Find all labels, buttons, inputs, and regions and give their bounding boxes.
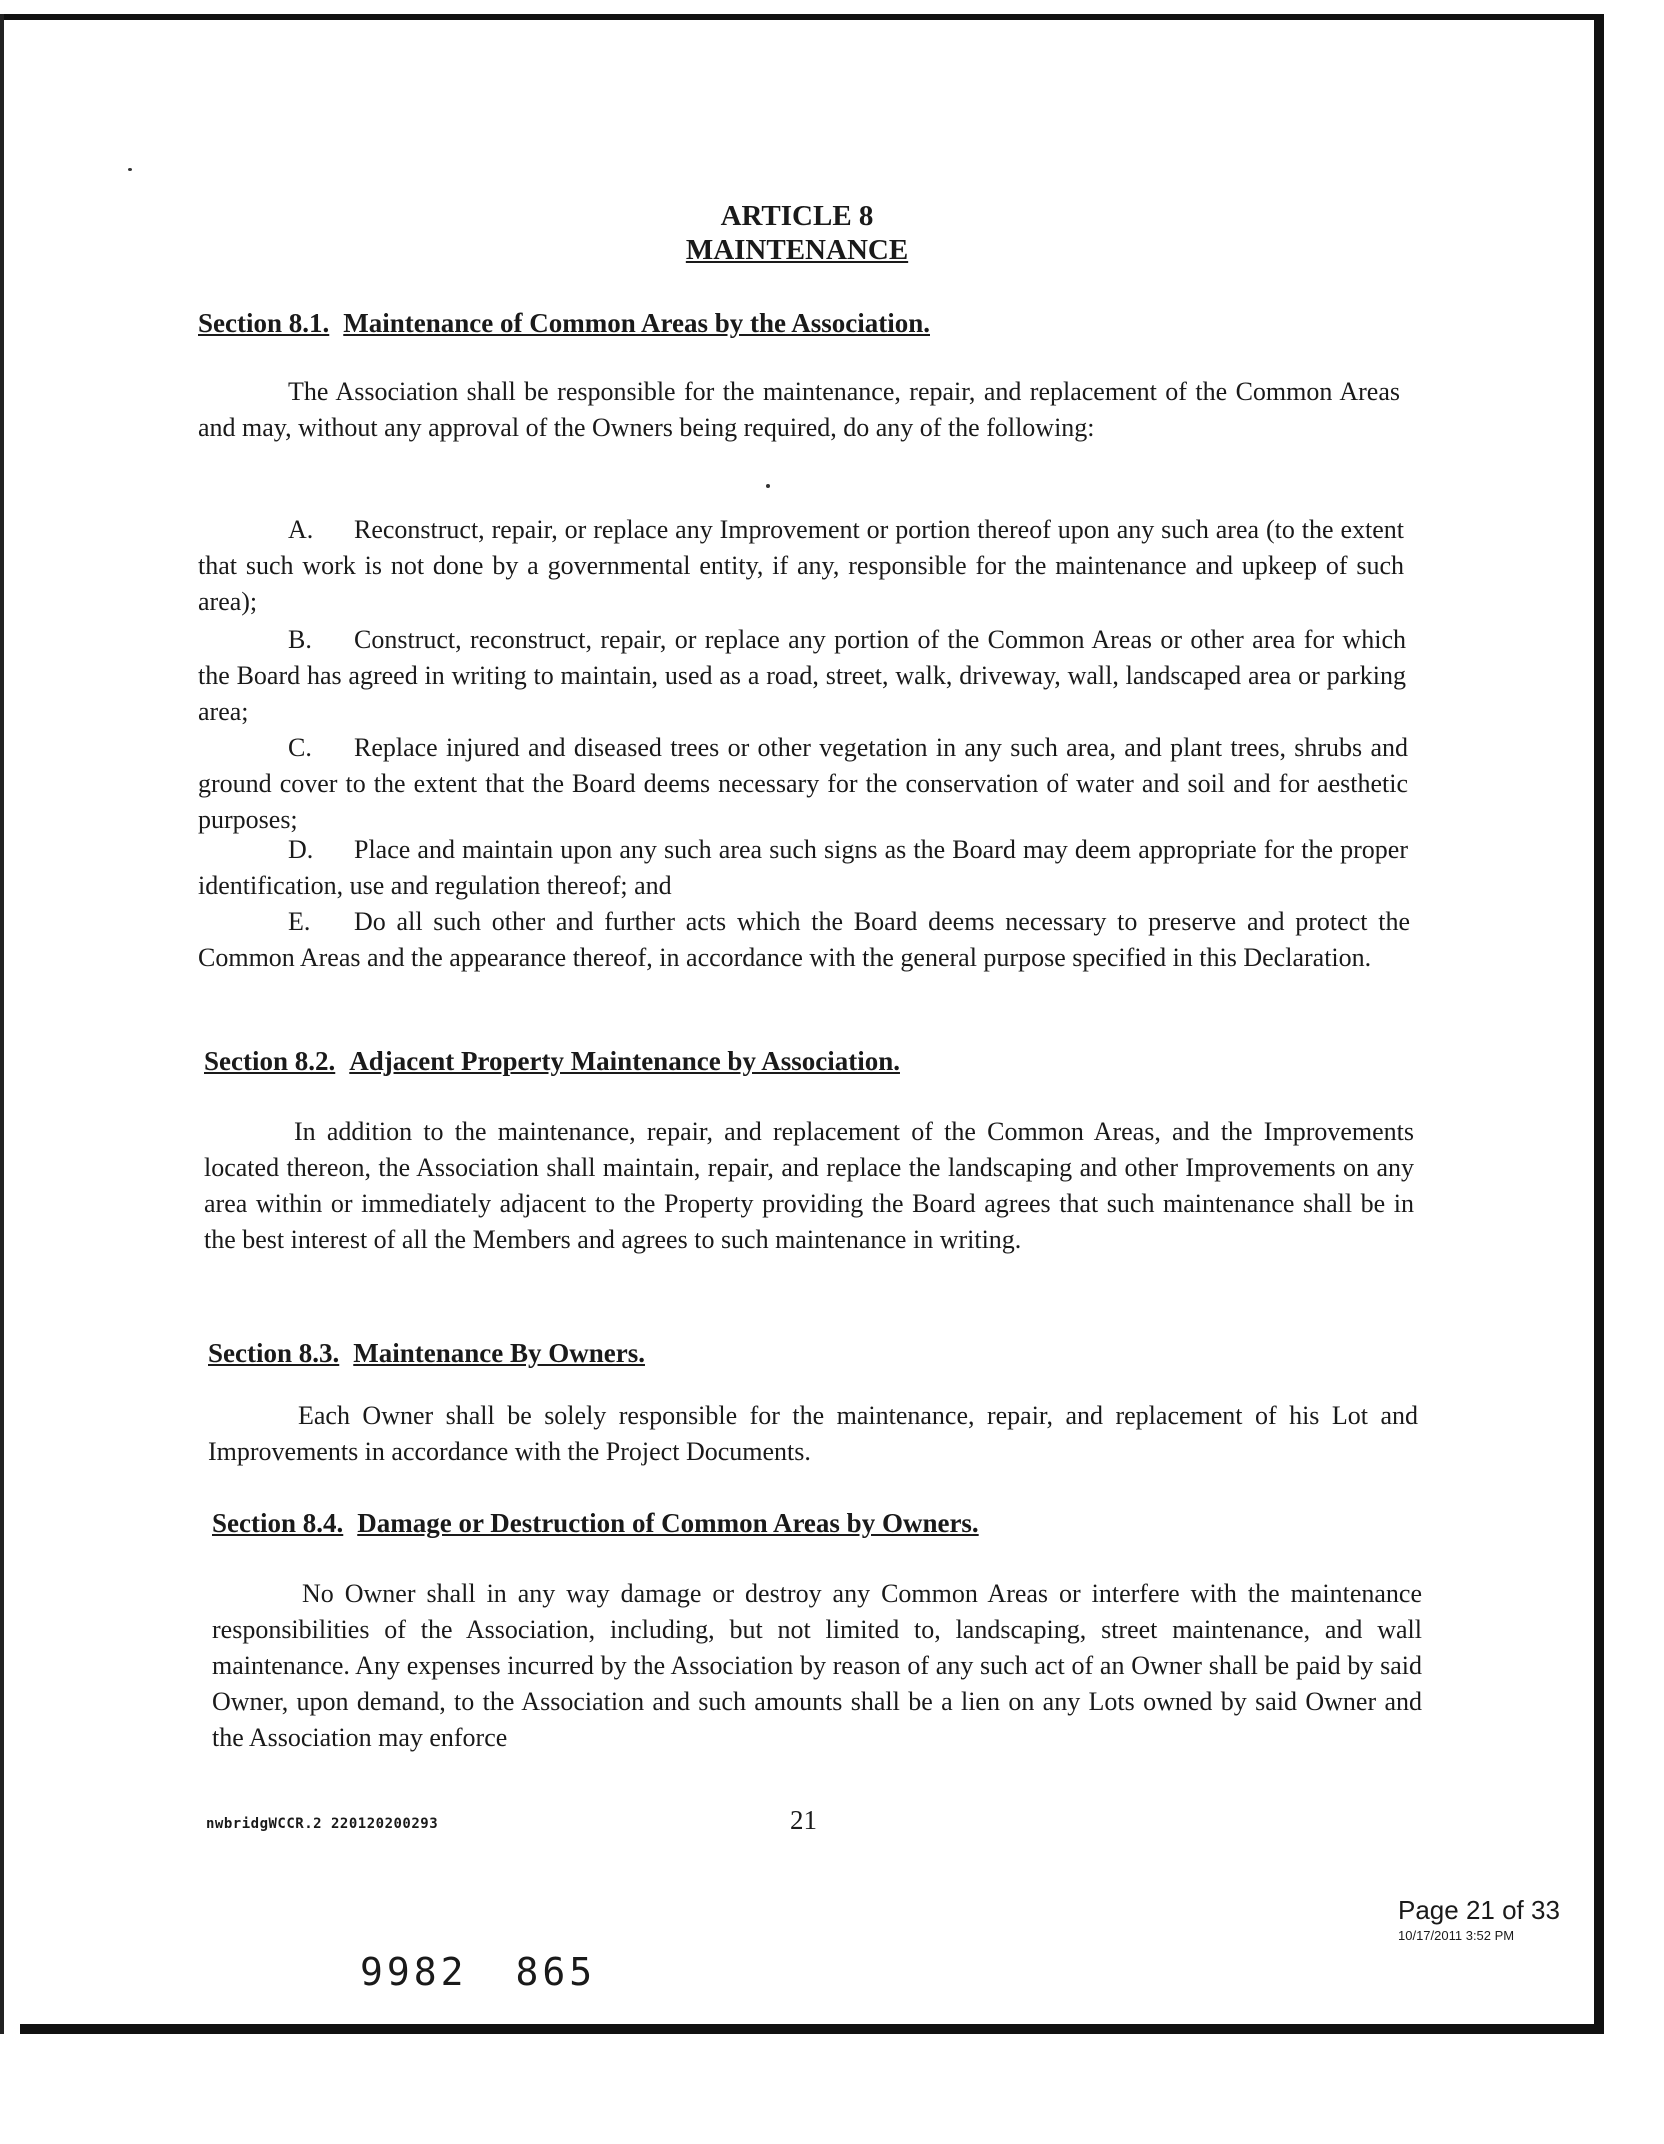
scan-speck bbox=[128, 168, 132, 171]
scan-speck bbox=[766, 484, 770, 488]
list-letter: A. bbox=[288, 515, 314, 544]
article-title: MAINTENANCE bbox=[685, 234, 909, 266]
page-of-label: Page 21 of 33 bbox=[1398, 1895, 1560, 1925]
document-code: nwbridgWCCR.2 220120200293 bbox=[206, 1816, 439, 1832]
section-8-4-heading bbox=[212, 1508, 979, 1539]
section-number: Section 8.1. bbox=[198, 308, 330, 338]
section-number: Section 8.4. bbox=[212, 1508, 344, 1538]
book-page-number: 865 bbox=[515, 1950, 597, 1994]
section-8-2-body: In addition to the maintenance, repair, and replacement of the Common Areas, and the Improvements located thereon, the Association shall maintain, repair, and replace the landscaping and other Improvements on any area within or immediately adjacent to the Property providing the Board agrees that such maintenance shall be in the best interest of all the Members and agrees to such maintenance in writing. bbox=[204, 1117, 1414, 1254]
scan-border-right bbox=[1594, 14, 1604, 2034]
scan-border-bottom bbox=[20, 2024, 1604, 2034]
list-item-d: D. Place and maintain upon any such area such signs as the Board may deem appropriate for the proper identification, use and regulation thereof; and bbox=[198, 832, 1408, 904]
list-letter: C. bbox=[288, 733, 312, 762]
section-8-4-body: No Owner shall in any way damage or destroy any Common Areas or interfere with the maintenance responsibilities of the Association, including, but not limited to, landscaping, street maintenance, and wall maintenance. Any expenses incurred by the Association by reason of any such act of an Owner shall be paid by said Owner, upon demand, to the Association and such amounts shall be a lien on any Lots owned by said Owner and the Association may enforce bbox=[212, 1579, 1422, 1752]
page-number: 21 bbox=[790, 1805, 817, 1835]
list-item-e: E. Do all such other and further acts which the Board deems necessary to preserve and protect the Common Areas and the appearance thereof, in accordance with the general purpose specified in this Declaration. bbox=[198, 904, 1410, 976]
list-item-b: B. Construct, reconstruct, repair, or replace any portion of the Common Areas or other area for which the Board has agreed in writing to maintain, used as a road, street, walk, driveway, wall, landscaped area or parking area; bbox=[198, 622, 1406, 730]
section-8-1-intro: The Association shall be responsible for the maintenance, repair, and replacement of the Common Areas and may, without any approval of the Owners being required, do any of the following: bbox=[198, 377, 1400, 442]
list-letter: E. bbox=[288, 907, 311, 936]
section-8-3-heading bbox=[208, 1338, 645, 1369]
section-8-1-heading bbox=[198, 308, 930, 339]
section-title: Maintenance of Common Areas by the Association. bbox=[343, 308, 930, 338]
list-item-c: C. Replace injured and diseased trees or other vegetation in any such area, and plant trees, shrubs and ground cover to the extent that the Board deems necessary for the conservation of water and soil and for aesthetic purposes; bbox=[198, 730, 1408, 838]
section-number: Section 8.3. bbox=[208, 1338, 340, 1368]
section-8-3-body: Each Owner shall be solely responsible for the maintenance, repair, and replacement of his Lot and Improvements in accordance with the Project Documents. bbox=[208, 1401, 1418, 1466]
section-title: Maintenance By Owners. bbox=[353, 1338, 645, 1368]
section-title: Adjacent Property Maintenance by Association. bbox=[349, 1046, 900, 1076]
scan-border-top bbox=[0, 14, 1600, 20]
list-item-a: A. Reconstruct, repair, or replace any Improvement or portion thereof upon any such area (to the extent that such work is not done by a governmental entity, if any, responsible for the maintenance and upkeep of such area); bbox=[198, 512, 1404, 620]
list-letter: D. bbox=[288, 835, 314, 864]
article-heading: ARTICLE 8 bbox=[720, 200, 874, 232]
section-8-2-heading bbox=[204, 1046, 900, 1077]
book-page-stamp bbox=[360, 1950, 644, 1994]
recording-timestamp: 10/17/2011 3:52 PM bbox=[1398, 1928, 1515, 1943]
book-number: 9982 bbox=[360, 1950, 468, 1994]
section-number: Section 8.2. bbox=[204, 1046, 336, 1076]
section-title: Damage or Destruction of Common Areas by Owners. bbox=[357, 1508, 979, 1538]
scan-border-left bbox=[0, 14, 4, 2034]
list-letter: B. bbox=[288, 625, 312, 654]
